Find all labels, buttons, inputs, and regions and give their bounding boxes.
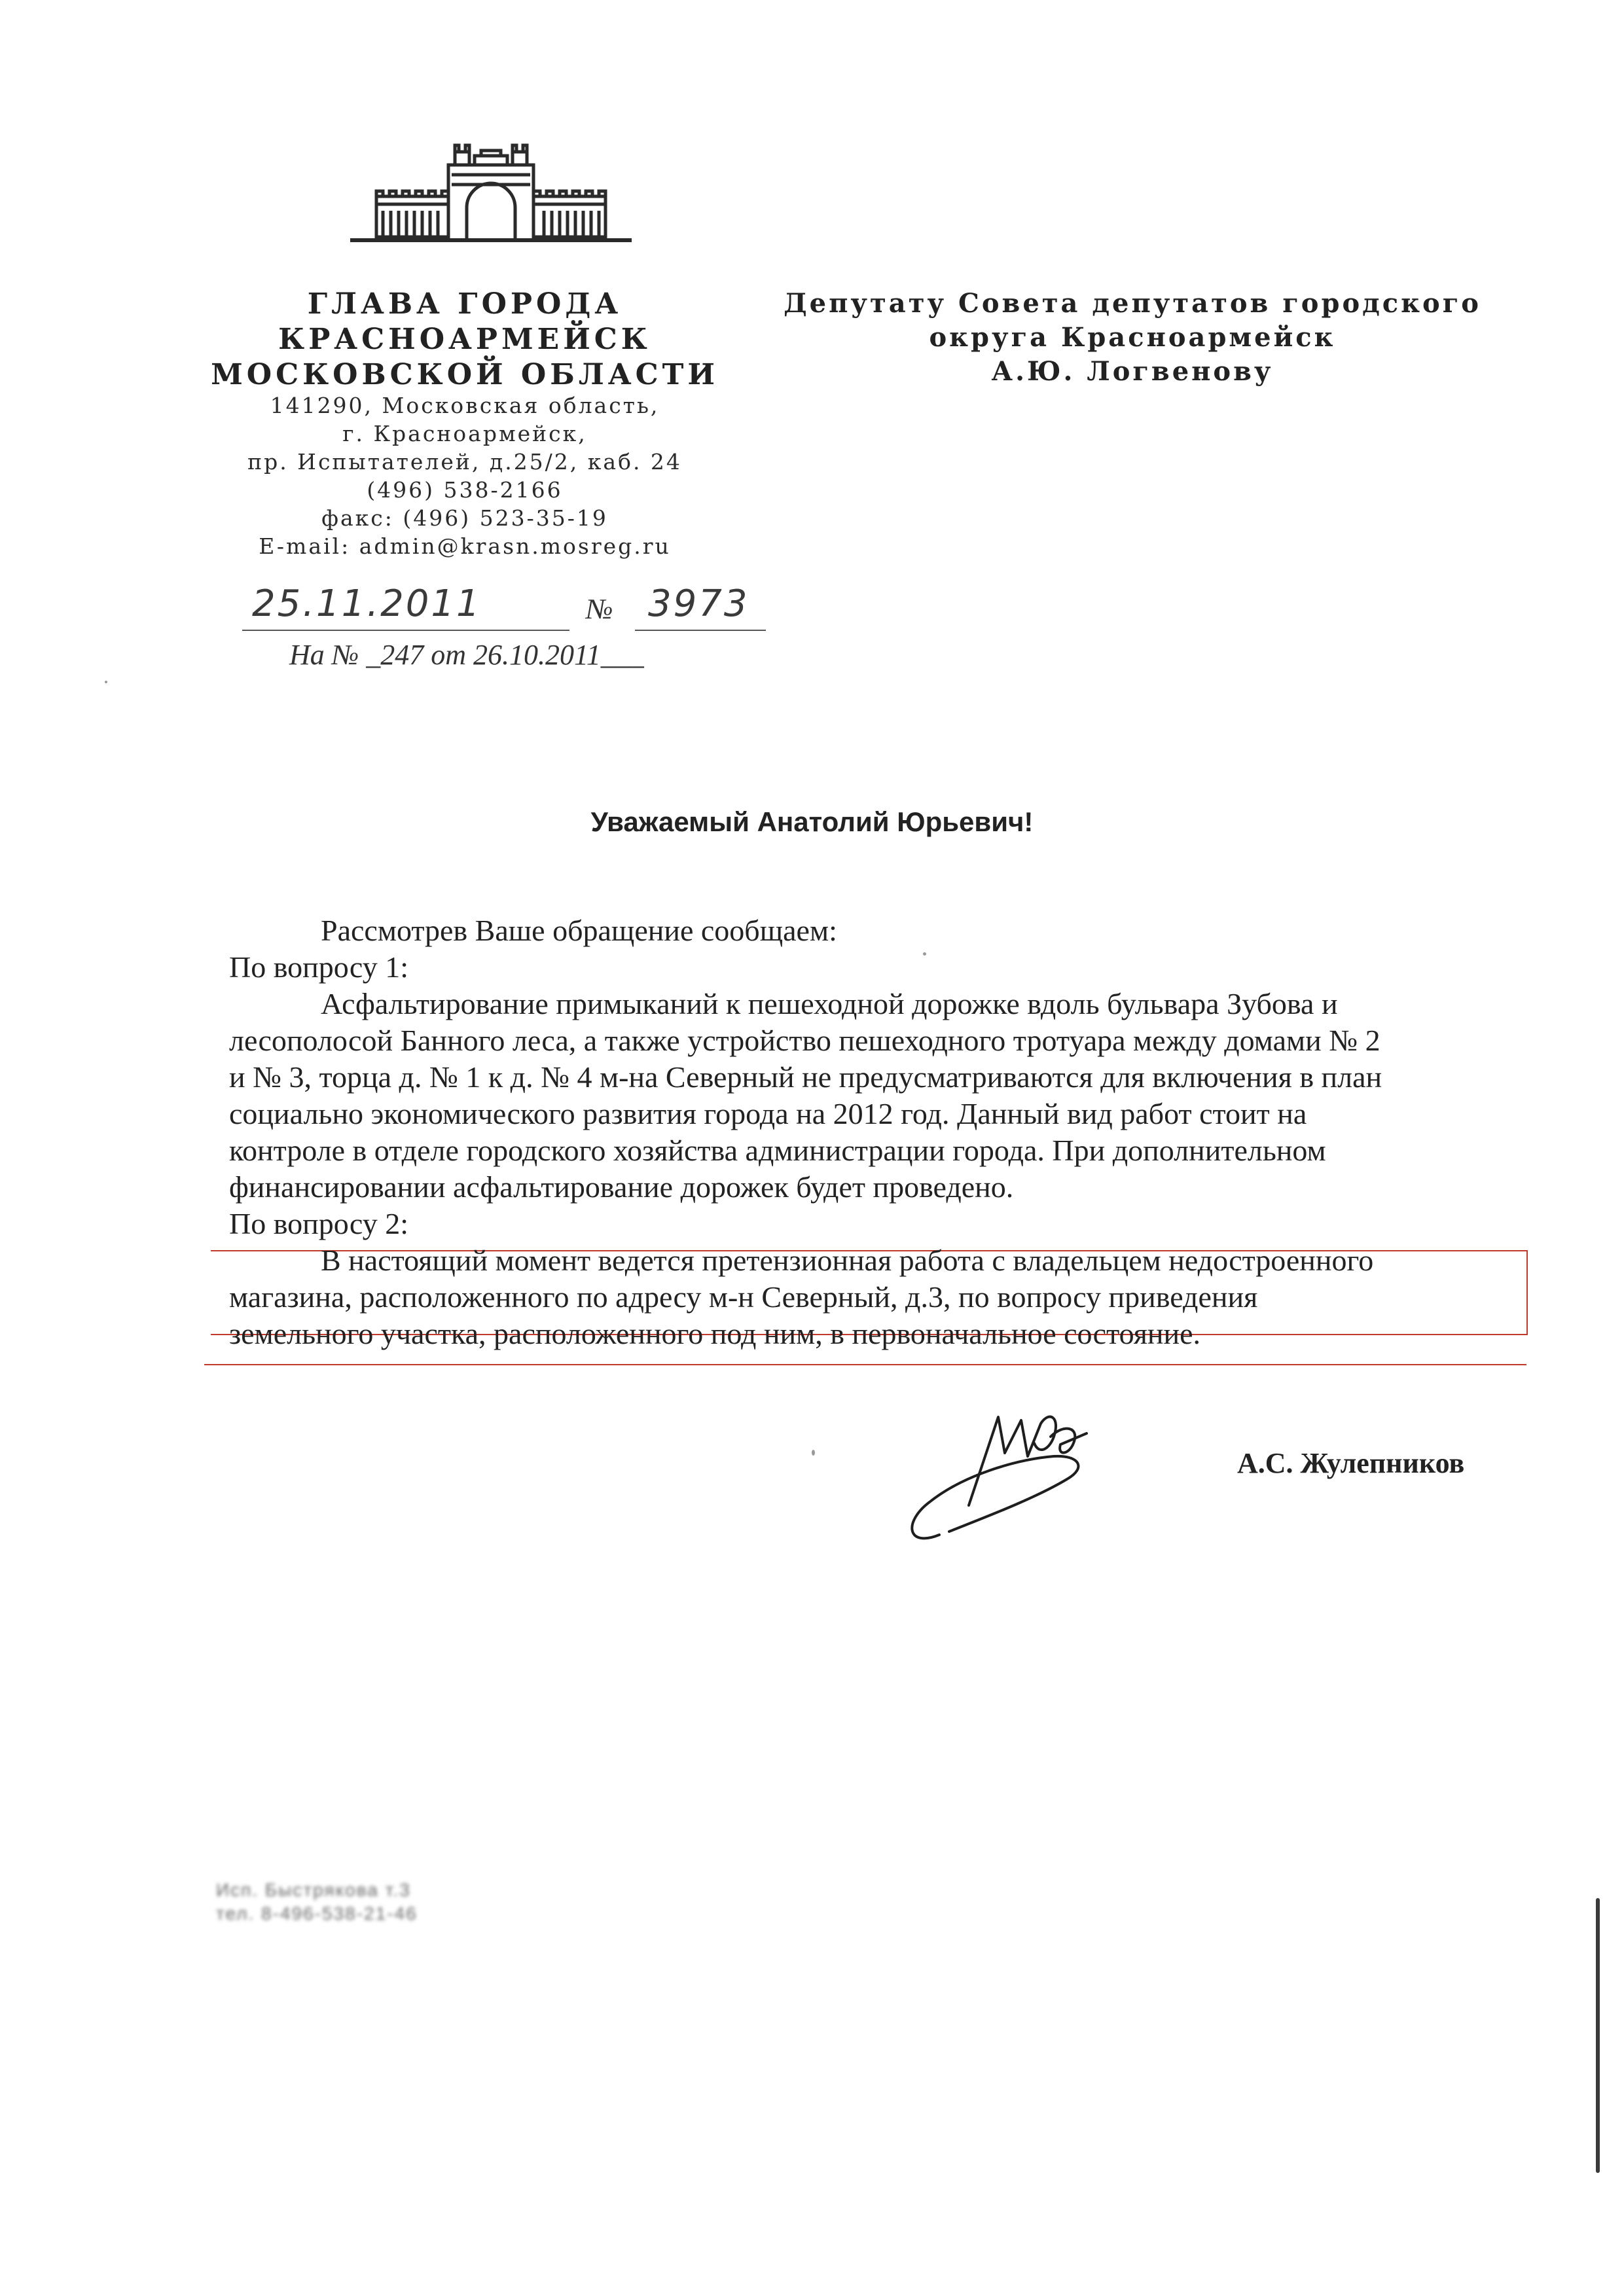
q1-line: Асфальтирование примыканий к пешеходной дорожке вдоль бульвара Зубова и — [321, 987, 1338, 1020]
executor-phone: тел. 8-496-538-21-46 — [216, 1903, 418, 1924]
scan-edge-mark — [1596, 1898, 1600, 2173]
letterhead-street: пр. Испытателей, д.25/2, каб. 24 — [247, 449, 682, 475]
scan-speck — [812, 1450, 815, 1456]
city-gate-emblem-icon — [350, 139, 632, 243]
question-1-label: По вопросу 1: — [229, 950, 408, 984]
executor-stamp — [216, 1878, 418, 1926]
letterhead-phone: (496) 538-2166 — [367, 477, 563, 503]
q1-line: контроле в отделе городского хозяйства администрации города. При дополнительном — [229, 1134, 1326, 1167]
q2-line: В настоящий момент ведется претензионная работа с владельцем недостроенного — [321, 1244, 1374, 1277]
q2-line: магазина, расположенного по адресу м-н Северный, д.3, по вопросу приведения — [229, 1280, 1258, 1314]
letterhead-city: г. Красноармейск, — [342, 421, 587, 446]
registration-number: 3973 — [648, 583, 749, 625]
registration-number-label: № — [586, 593, 613, 625]
letterhead-title-line-1: ГЛАВА ГОРОДА — [307, 287, 623, 321]
q1-line: и № 3, торца д. № 1 к д. № 4 м-на Северный не предусматриваются для включения в план — [229, 1060, 1382, 1094]
question-2-paragraph — [229, 1242, 1499, 1352]
reply-reference: На № _247 от 26.10.2011___ — [289, 639, 644, 671]
recipient-line-1: Депутату Совета депутатов городского — [784, 288, 1481, 319]
letterhead-title-line-2: КРАСНОАРМЕЙСК — [278, 323, 651, 356]
correction-underline-mark — [204, 1364, 1526, 1365]
registration-date-underline — [242, 630, 569, 631]
signer-name: А.С. Жулепников — [1237, 1447, 1465, 1479]
q1-line: лесополосой Банного леса, а также устройство пешеходного тротуара между домами № 2 — [229, 1024, 1380, 1057]
question-1-paragraph — [229, 986, 1499, 1206]
letterhead-title-line-3: МОСКОВСКОЙ ОБЛАСТИ — [211, 358, 719, 391]
q1-line: финансировании асфальтирование дорожек будет проведено. — [229, 1170, 1014, 1204]
handwritten-signature — [900, 1397, 1116, 1554]
letterhead-email: E-mail: admin@krasn.mosreg.ru — [259, 533, 671, 559]
scan-speck — [923, 952, 926, 956]
intro-line: Рассмотрев Ваше обращение сообщаем: — [321, 914, 837, 947]
recipient-line-2: округа Красноармейск — [929, 322, 1336, 353]
question-2-label: По вопросу 2: — [229, 1207, 408, 1240]
registration-date: 25.11.2011 — [252, 583, 482, 625]
letterhead-fax: факс: (496) 523-35-19 — [321, 505, 608, 531]
letterhead-postal-address: 141290, Московская область, — [270, 393, 660, 418]
executor-line: Исп. Быстрякова т.3 — [216, 1880, 411, 1900]
salutation: Уважаемый Анатолий Юрьевич! — [590, 806, 1034, 837]
q1-line: социально экономического развития города на 2012 год. Данный вид работ стоит на — [229, 1097, 1307, 1130]
q2-line: земельного участка, расположенного под ним, в первоначальное состояние. — [229, 1317, 1201, 1350]
registration-number-underline — [635, 630, 766, 631]
recipient-line-3: А.Ю. Логвенову — [991, 356, 1274, 387]
scan-speck — [105, 681, 107, 683]
